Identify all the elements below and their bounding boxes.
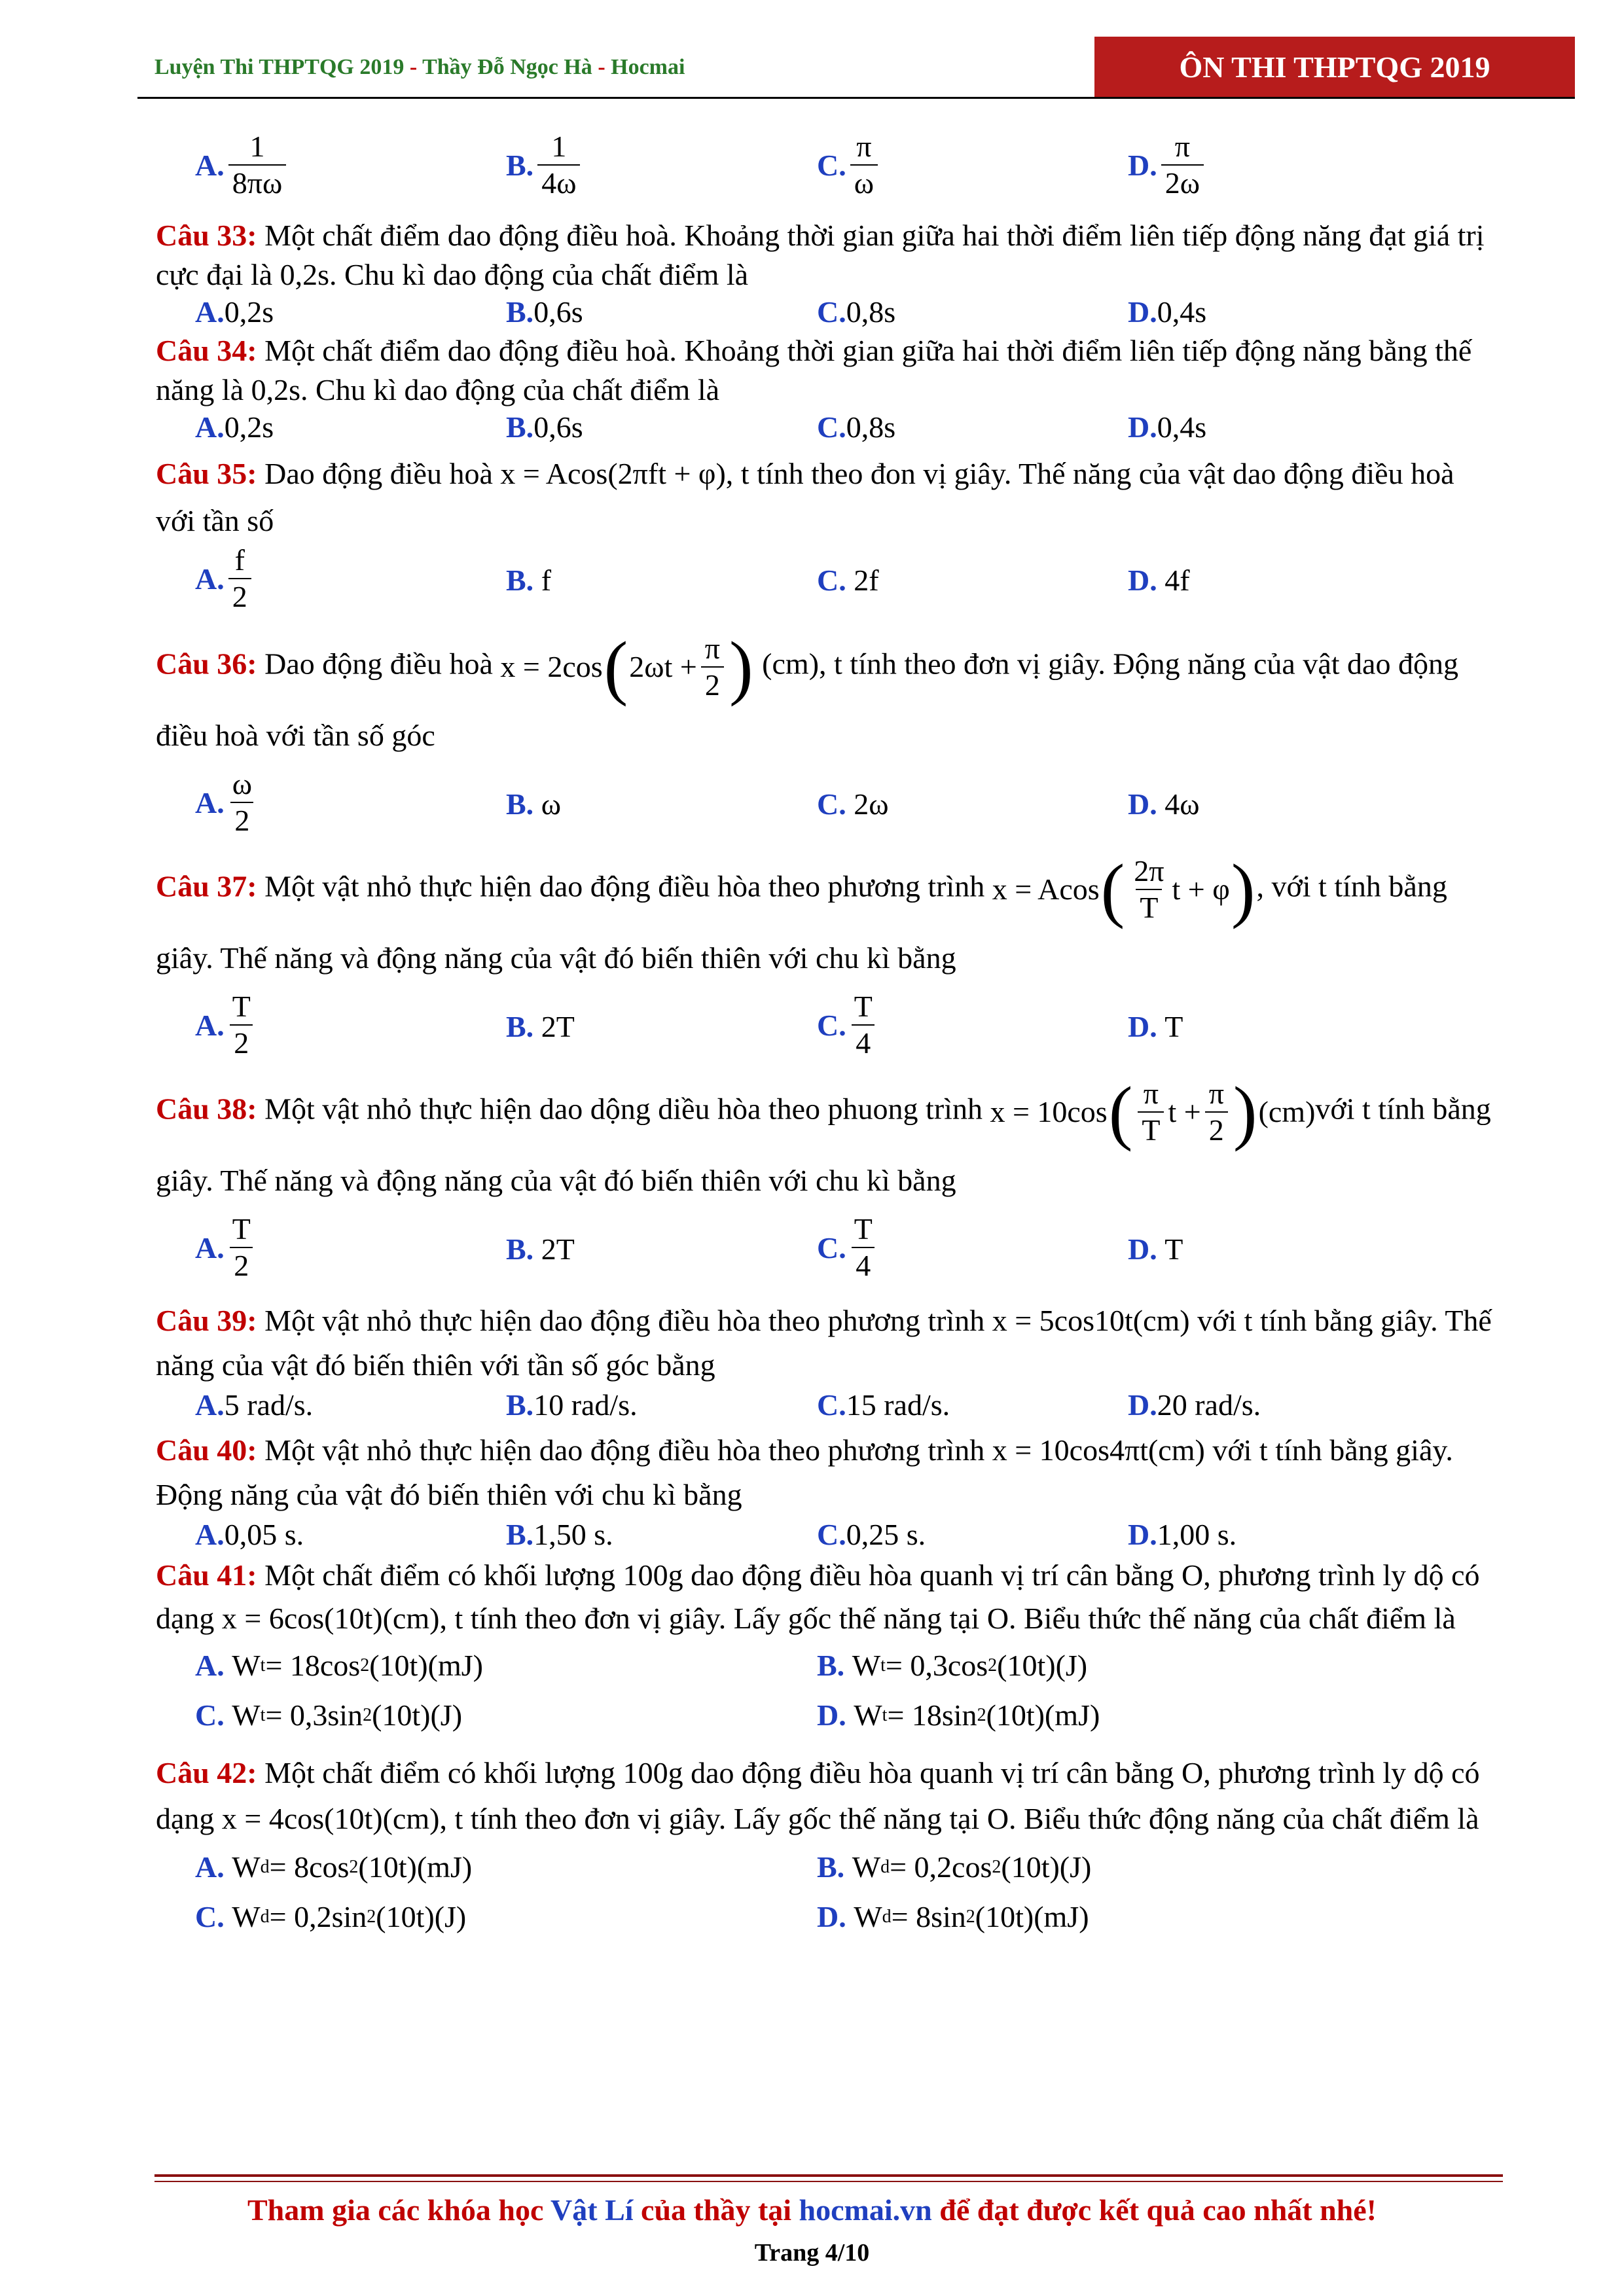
option-c — [817, 1517, 926, 1552]
question-text: với t tính bằng giây. Thế năng và động năng của vật đó biến thiên với chu kì bằng — [156, 1092, 1491, 1197]
equation — [992, 850, 1257, 929]
option-text: 0,6s — [533, 410, 583, 444]
option-text: = 8cos — [269, 1850, 350, 1884]
fraction — [1205, 1078, 1228, 1147]
option-label: D. — [817, 1698, 846, 1732]
denominator: 8πω — [228, 164, 287, 199]
subscript: t — [260, 1655, 266, 1676]
fraction — [850, 131, 878, 200]
question-37 — [156, 850, 1498, 991]
header-title-box: ÔN THI THPTQG 2019 — [1094, 37, 1575, 98]
option-b — [506, 131, 584, 200]
symbol: W — [232, 1649, 261, 1682]
option-label: B. — [506, 1232, 534, 1266]
question-36-options — [156, 768, 1498, 853]
question-33-options — [156, 295, 1498, 331]
subscript: d — [880, 1856, 890, 1877]
option-d — [817, 1899, 1089, 1934]
option-b — [506, 1517, 613, 1552]
fraction — [1138, 1078, 1164, 1147]
equation: x = Acos(2πft + φ) — [500, 457, 726, 490]
paren: ( — [604, 627, 628, 707]
option-text: = 0,2sin — [269, 1900, 367, 1933]
option-label: A. — [195, 148, 225, 182]
question-38 — [156, 1072, 1498, 1213]
header-left — [154, 55, 685, 80]
option-label: B. — [506, 148, 534, 182]
question-text: Một chất điểm có khối lượng 100g dao động điều hòa quanh vị trí cân bằng O, phương trình ly dộ có dạng — [156, 1558, 1480, 1635]
option-text: T — [1164, 1232, 1183, 1266]
fraction — [228, 991, 255, 1060]
question-text: Dao động điều hoà — [257, 457, 501, 490]
fraction — [228, 768, 256, 837]
option-text: 4ω — [1164, 787, 1200, 821]
option-label: D. — [1128, 564, 1157, 597]
question-number: Câu 38: — [156, 1092, 257, 1126]
equation-part: x = 2cos — [500, 650, 603, 683]
option-c — [817, 991, 880, 1060]
exponent: 2 — [992, 1856, 1001, 1877]
option-c — [817, 295, 895, 329]
question-34 — [156, 331, 1498, 410]
option-label: C. — [817, 295, 846, 329]
exponent: 2 — [363, 1704, 372, 1725]
question-number: Câu 37: — [156, 869, 257, 903]
fraction — [228, 545, 251, 613]
exponent: 2 — [965, 1906, 975, 1927]
paren: ( — [1100, 850, 1125, 929]
subscript: d — [882, 1906, 892, 1927]
numerator: T — [232, 990, 251, 1023]
question-32-options — [156, 131, 1498, 216]
option-text: 0,05 s. — [224, 1518, 304, 1551]
numerator: π — [704, 631, 721, 665]
option-b — [506, 563, 551, 598]
footer-divider-thin — [154, 2181, 1503, 2182]
equation-part: t + — [1168, 1095, 1201, 1128]
subscript: d — [260, 1906, 270, 1927]
option-label: A. — [195, 1850, 225, 1884]
footer-link[interactable]: hocmai.vn — [799, 2193, 932, 2227]
option-c — [817, 1213, 880, 1282]
option-label: B. — [506, 1518, 534, 1551]
option-label: D. — [1128, 1388, 1157, 1422]
question-40 — [156, 1428, 1498, 1517]
question-number: Câu 33: — [156, 219, 257, 252]
denominator: 2 — [1205, 1111, 1228, 1146]
option-text: 0,8s — [846, 295, 896, 329]
option-a — [195, 545, 255, 613]
question-number: Câu 36: — [156, 647, 257, 681]
option-a — [195, 1388, 313, 1422]
option-label: A. — [195, 785, 225, 819]
question-42 — [156, 1750, 1498, 1842]
option-text: 2T — [541, 1010, 575, 1043]
denominator: ω — [850, 164, 878, 199]
question-text: Dao động điều hoà — [257, 647, 501, 681]
numerator: ω — [232, 767, 253, 800]
denominator: 2 — [230, 802, 253, 836]
question-text: với t tính bằng giây. Động năng của vật đó biến thiên với chu kì bằng — [156, 1433, 1453, 1511]
option-label: C. — [817, 1518, 846, 1551]
fraction — [850, 1213, 876, 1282]
question-34-options — [156, 410, 1498, 450]
option-label: B. — [817, 1850, 845, 1884]
footer-text: để đạt được kết quả cao nhất nhé! — [931, 2193, 1377, 2227]
option-label: D. — [1128, 1010, 1157, 1043]
option-text: 2T — [541, 1232, 575, 1266]
option-d — [1128, 410, 1206, 444]
option-text: 0,25 s. — [846, 1518, 926, 1551]
option-text: = 18sin — [887, 1698, 977, 1732]
numerator: T — [854, 990, 873, 1023]
option-d — [1128, 563, 1190, 598]
question-text: Một vật nhỏ thực hiện dao động điều hòa theo phương trình — [257, 1304, 992, 1337]
numerator: f — [234, 543, 245, 577]
option-label: A. — [195, 1649, 225, 1682]
question-text: , t tính theo đơn vị giây. Lấy gốc thế năng tại O. Biểu thức động năng của chất điểm là — [439, 1802, 1479, 1835]
equation — [500, 627, 754, 707]
option-text: 10 rad/s. — [533, 1388, 638, 1422]
option-text: = 0,2cos — [890, 1850, 992, 1884]
option-a — [195, 768, 260, 837]
option-c — [817, 1388, 950, 1422]
option-a — [195, 1213, 259, 1282]
option-text: (10t)(J) — [376, 1900, 467, 1933]
question-40-options — [156, 1517, 1498, 1554]
option-text: f — [541, 564, 552, 597]
option-label: D. — [1128, 1232, 1157, 1266]
equation-part: x = 10cos — [990, 1095, 1108, 1128]
symbol: W — [232, 1698, 261, 1732]
page-number: Trang 4/10 — [754, 2239, 870, 2267]
option-d — [1128, 131, 1208, 200]
footer-divider — [154, 2174, 1503, 2177]
numerator: π — [1174, 130, 1190, 163]
fraction — [228, 1213, 255, 1282]
option-label: B. — [506, 1388, 534, 1422]
option-c — [195, 1899, 466, 1934]
option-text: (10t)(mJ) — [358, 1850, 473, 1884]
option-text: 20 rad/s. — [1157, 1388, 1261, 1422]
subscript: t — [880, 1655, 886, 1676]
symbol: W — [854, 1698, 882, 1732]
option-label: A. — [195, 1230, 225, 1265]
option-c — [817, 563, 879, 598]
option-b — [506, 1009, 575, 1044]
option-text: 0,8s — [846, 410, 896, 444]
subscript: d — [260, 1856, 270, 1877]
numerator: π — [1208, 1076, 1224, 1110]
numerator: π — [1143, 1076, 1159, 1110]
symbol: W — [852, 1850, 881, 1884]
footer-promo — [0, 2193, 1624, 2227]
option-text: 0,2s — [224, 410, 274, 444]
header-sep: - — [404, 55, 423, 79]
exponent: 2 — [367, 1906, 376, 1927]
question-35-options — [156, 545, 1498, 631]
question-number: Câu 42: — [156, 1756, 257, 1789]
option-label: C. — [817, 1230, 846, 1265]
option-b — [817, 1850, 1091, 1884]
denominator: 4 — [852, 1247, 875, 1282]
equation: x = 6cos(10t)(cm) — [221, 1602, 440, 1635]
question-number: Câu 40: — [156, 1433, 257, 1467]
option-label: D. — [1128, 787, 1157, 821]
numerator: π — [856, 130, 872, 163]
subscript: t — [260, 1704, 266, 1725]
option-text: 0,2s — [224, 295, 274, 329]
option-text: (10t)(J) — [997, 1649, 1088, 1682]
paren: ) — [1231, 850, 1255, 929]
subscript: t — [882, 1704, 888, 1725]
equation-unit: (cm) — [1258, 1095, 1316, 1128]
symbol: W — [232, 1900, 261, 1933]
header-teacher: Thầy Đỗ Ngọc Hà — [422, 55, 592, 79]
equation: x = 10cos4πt(cm) — [992, 1433, 1205, 1467]
numerator: T — [854, 1212, 873, 1246]
exponent: 2 — [977, 1704, 986, 1725]
option-label: C. — [817, 564, 846, 597]
denominator: 4 — [852, 1024, 875, 1059]
option-text: 0,6s — [533, 295, 583, 329]
symbol: W — [852, 1649, 881, 1682]
question-text: Một vật nhỏ thực hiện dao động điều hòa theo phương trình — [257, 1433, 992, 1467]
paren: ( — [1108, 1072, 1133, 1152]
option-text: (10t)(mJ) — [369, 1649, 483, 1682]
paren: ) — [729, 627, 753, 707]
question-text: Một vật nhỏ thực hiện dao dộng diều hòa theo phuong trình — [257, 1092, 990, 1126]
option-c — [817, 131, 882, 200]
option-label: C. — [195, 1698, 225, 1732]
option-b — [506, 787, 561, 821]
option-label: B. — [506, 410, 534, 444]
numerator: 1 — [551, 130, 567, 163]
option-label: A. — [195, 410, 225, 444]
option-c — [195, 1698, 462, 1732]
fraction — [1161, 131, 1204, 200]
question-text: Một chất điểm có khối lượng 100g dao động điều hòa quanh vị trí cân bằng O, phương trình ly dộ có dạng — [156, 1756, 1480, 1835]
option-c — [817, 787, 889, 821]
option-text: (10t)(mJ) — [986, 1698, 1100, 1732]
option-label: C. — [817, 410, 846, 444]
option-text: T — [1164, 1010, 1183, 1043]
option-label: A. — [195, 1008, 225, 1042]
question-33 — [156, 216, 1498, 295]
option-text: 5 rad/s. — [224, 1388, 314, 1422]
question-42-options-row1 — [156, 1842, 1498, 1899]
question-41-options-row1 — [156, 1640, 1498, 1698]
question-41-options-row2 — [156, 1698, 1498, 1750]
option-label: D. — [1128, 295, 1157, 329]
option-d — [817, 1698, 1100, 1732]
option-d — [1128, 1388, 1261, 1422]
equation: x = 4cos(10t)(cm) — [221, 1802, 440, 1835]
question-number: Câu 35: — [156, 457, 257, 490]
option-a — [195, 1648, 483, 1683]
option-a — [195, 295, 274, 329]
question-39 — [156, 1299, 1498, 1388]
option-label: C. — [817, 1008, 846, 1042]
option-label: D. — [1128, 1518, 1157, 1551]
equation: x = 5cos10t(cm) — [992, 1304, 1190, 1337]
question-text: , với t tính bằng giây. Thế năng và động năng của vật đó biến thiên với chu kì bằng — [156, 869, 1447, 975]
option-text: = 0,3sin — [265, 1698, 363, 1732]
exponent: 2 — [988, 1655, 998, 1676]
question-37-options — [156, 991, 1498, 1076]
option-b — [817, 1648, 1087, 1683]
option-a — [195, 410, 274, 444]
denominator: 2 — [230, 1247, 253, 1282]
exponent: 2 — [349, 1856, 359, 1877]
option-b — [506, 295, 583, 329]
equation — [990, 1072, 1316, 1152]
denominator: 2 — [230, 1024, 253, 1059]
option-text: = 8sin — [891, 1900, 966, 1933]
option-text: 1,50 s. — [533, 1518, 613, 1551]
option-label: C. — [817, 148, 846, 182]
question-text: Một vật nhỏ thực hiện dao động điều hòa theo phương trình — [257, 869, 992, 903]
numerator: T — [232, 1212, 251, 1246]
option-a — [195, 131, 290, 200]
question-39-options — [156, 1388, 1498, 1428]
equation-part: x = Acos — [992, 872, 1100, 906]
question-35 — [156, 450, 1498, 545]
numerator: 1 — [249, 130, 265, 163]
question-text: (cm), t tính theo đơn vị giây. Động năng của vật dao động điều hoà với tần số góc — [156, 647, 1458, 752]
exponent: 2 — [360, 1655, 370, 1676]
option-label: D. — [1128, 148, 1157, 182]
numerator: 2π — [1134, 853, 1164, 888]
option-text: (10t)(J) — [1001, 1850, 1092, 1884]
option-d — [1128, 787, 1200, 821]
option-label: B. — [506, 1010, 534, 1043]
equation-part: t + φ — [1172, 872, 1230, 906]
denominator: 2 — [228, 578, 251, 613]
denominator: 2ω — [1161, 164, 1204, 199]
option-text: 15 rad/s. — [846, 1388, 950, 1422]
footer-text: Tham gia các khóa học — [247, 2193, 551, 2227]
option-label: B. — [506, 564, 534, 597]
equation-part: 2ωt + — [629, 650, 697, 683]
option-text: 1,00 s. — [1157, 1518, 1237, 1551]
option-text: 0,4s — [1157, 410, 1207, 444]
question-41 — [156, 1554, 1498, 1640]
option-text: 0,4s — [1157, 295, 1207, 329]
option-text: 2f — [854, 564, 879, 597]
option-label: A. — [195, 562, 225, 596]
question-text: Một chất điểm dao động điều hoà. Khoảng thời gian giữa hai thời điểm liên tiếp động năng đạt giá trị cực đại là 0,2s. Chu kì dao động của chất điểm là — [156, 219, 1485, 291]
option-text: 2ω — [854, 787, 889, 821]
option-label: A. — [195, 1518, 225, 1551]
fraction — [228, 131, 287, 200]
option-b — [506, 1232, 575, 1266]
option-d — [1128, 1517, 1236, 1552]
option-a — [195, 991, 259, 1060]
symbol: W — [232, 1850, 261, 1884]
option-a — [195, 1850, 472, 1884]
header-brand: Hocmai — [611, 55, 685, 79]
footer-text: của thầy tại — [633, 2193, 799, 2227]
question-text: , t tính theo đơn vị giây. Lấy gốc thế năng tại O. Biểu thức thế năng của chất điểm là — [439, 1602, 1456, 1635]
footer-subject: Vật Lí — [550, 2193, 634, 2227]
fraction — [701, 633, 724, 702]
header-divider — [137, 97, 1575, 99]
option-text: (10t)(J) — [372, 1698, 463, 1732]
option-label: A. — [195, 295, 225, 329]
option-text: 4f — [1164, 564, 1190, 597]
option-d — [1128, 1232, 1183, 1266]
header-course: Luyện Thi THPTQG 2019 — [154, 55, 405, 79]
question-number: Câu 41: — [156, 1558, 257, 1592]
option-label: B. — [817, 1649, 845, 1682]
question-38-options — [156, 1213, 1498, 1299]
option-b — [506, 410, 583, 444]
option-text: = 18cos — [265, 1649, 361, 1682]
question-text: , t tính theo đon vị giây. Thế năng của vật dao động điều hoà với tần số — [156, 457, 1454, 537]
option-b — [506, 1388, 638, 1422]
option-label: A. — [195, 1388, 225, 1422]
fraction — [537, 131, 580, 200]
option-a — [195, 1517, 304, 1552]
question-36 — [156, 627, 1498, 768]
option-d — [1128, 1009, 1183, 1044]
question-text: Một chất điểm dao động điều hoà. Khoảng thời gian giữa hai thời điểm liên tiếp động năng bằng thế năng là 0,2s. Chu kì dao động của chất điểm là — [156, 334, 1472, 406]
denominator: 4ω — [537, 164, 580, 199]
option-label: B. — [506, 295, 534, 329]
question-list — [156, 131, 1498, 1952]
option-label: B. — [506, 787, 534, 821]
option-text: ω — [541, 787, 561, 821]
question-text: với t tính bằng giây. Thế năng của vật đó biến thiên với tần số góc bằng — [156, 1304, 1492, 1382]
option-label: D. — [1128, 410, 1157, 444]
option-label: C. — [195, 1900, 225, 1933]
option-d — [1128, 295, 1206, 329]
option-label: D. — [817, 1900, 846, 1933]
fraction — [850, 991, 876, 1060]
question-number: Câu 34: — [156, 334, 257, 367]
question-42-options-row2 — [156, 1899, 1498, 1952]
denominator: 2 — [701, 666, 724, 701]
fraction — [1130, 855, 1168, 924]
denominator: T — [1136, 889, 1162, 924]
header-sep: - — [592, 55, 611, 79]
option-c — [817, 410, 895, 444]
option-label: C. — [817, 1388, 846, 1422]
paren: ) — [1233, 1072, 1257, 1152]
symbol: W — [854, 1900, 882, 1933]
denominator: T — [1138, 1111, 1164, 1146]
option-text: (10t)(mJ) — [975, 1900, 1089, 1933]
option-text: = 0,3cos — [885, 1649, 988, 1682]
question-number: Câu 39: — [156, 1304, 257, 1337]
option-label: C. — [817, 787, 846, 821]
